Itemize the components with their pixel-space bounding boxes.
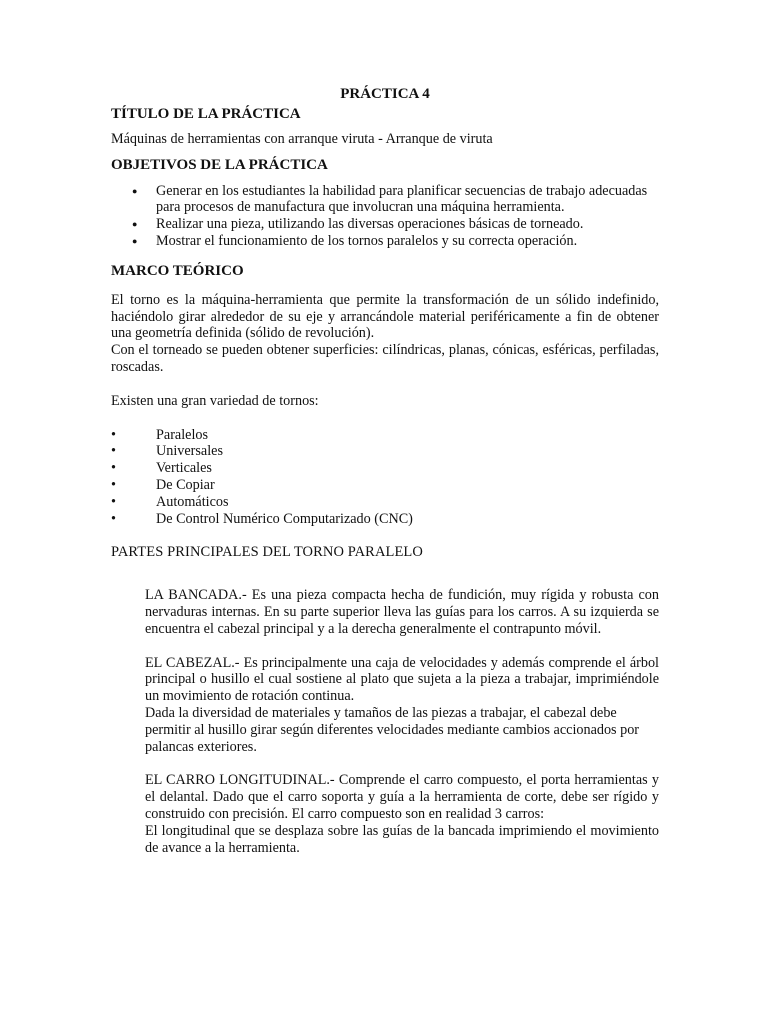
list-item: • Automáticos	[111, 493, 229, 510]
list-item: ● Generar en los estudiantes la habilidad para planificar secuencias de trabajo adecuadas para procesos de manufactura que involucran una máquina herramienta.	[132, 182, 648, 216]
document-page	[111, 86, 659, 856]
bancada-paragraph: LA BANCADA.- Es una pieza compacta hecha de fundición, muy rígida y robusta con nervaduras internas. En su parte superior lleva las guías para los carros. A su izquierda se encuentra el cabezal principal y a la derecha generalmente el contrapunto móvil.	[145, 587, 659, 637]
title-text: Máquinas de herramientas con arranque viruta - Arranque de viruta	[111, 130, 493, 147]
cabezal-paragraph: Dada la diversidad de materiales y tamaños de las piezas a trabajar, el cabezal debe permitir al husillo girar según diferentes velocidades mediante cambios accionados por palancas exteriores.	[145, 704, 640, 755]
bullet-icon: •	[111, 443, 116, 460]
list-item: • De Copiar	[111, 476, 215, 493]
bullet-icon: •	[111, 460, 116, 477]
bullet-icon: ●	[132, 219, 138, 230]
list-item: • De Control Numérico Computarizado (CNC)	[111, 510, 413, 527]
bullet-icon: •	[111, 510, 116, 527]
objectives-list	[111, 183, 659, 250]
list-item: • Paralelos	[111, 426, 209, 443]
bullet-icon: •	[111, 493, 116, 510]
carro-paragraph: EL CARRO LONGITUDINAL.- Comprende el carro compuesto, el porta herramientas y el delantal. Dado que el carro soporta y guía a la herramienta de corte, debe ser rígido y construido con precisión. El carro compuesto son en realidad 3 carros:	[145, 772, 659, 822]
lathe-types-list	[111, 427, 659, 528]
cabezal-paragraph: EL CABEZAL.- Es principalmente una caja de velocidades y además comprende el árbol principal o husillo el cual sostiene al plato que sujeta a la pieza a trabajar, imprimiéndole un movimiento de rotación continua.	[145, 654, 659, 705]
bullet-icon: •	[111, 476, 116, 493]
objectives-heading: OBJETIVOS DE LA PRÁCTICA	[111, 156, 328, 173]
bullet-icon: ●	[132, 235, 138, 246]
carro-paragraph: El longitudinal que se desplaza sobre las guías de la bancada imprimiendo el movimiento de avance a la herramienta.	[145, 822, 659, 856]
theory-paragraph: El torno es la máquina-herramienta que permite la transformación de un sólido indefinido, haciéndolo girar alrededor de su eje y arrancándole material periféricamente a fin de obtener una geometría definida (sólido de revolución).	[111, 291, 659, 342]
list-item: • Verticales	[111, 460, 212, 477]
theory-paragraph: Con el torneado se pueden obtener superficies: cilíndricas, planas, cónicas, esféricas, perfiladas, roscadas.	[111, 342, 659, 375]
title-heading: TÍTULO DE LA PRÁCTICA	[111, 105, 301, 122]
list-item: ● Realizar una pieza, utilizando las diversas operaciones básicas de torneado.	[132, 216, 584, 233]
list-item: • Universales	[111, 443, 223, 460]
bullet-icon: ●	[132, 185, 138, 196]
list-item: ● Mostrar el funcionamiento de los tornos paralelos y su correcta operación.	[132, 232, 578, 249]
parts-heading: PARTES PRINCIPALES DEL TORNO PARALELO	[111, 544, 423, 561]
bullet-icon: •	[111, 426, 116, 443]
theory-heading: MARCO TEÓRICO	[111, 262, 244, 279]
lathe-intro: Existen una gran variedad de tornos:	[111, 392, 319, 409]
practice-title: PRÁCTICA 4	[340, 86, 430, 102]
